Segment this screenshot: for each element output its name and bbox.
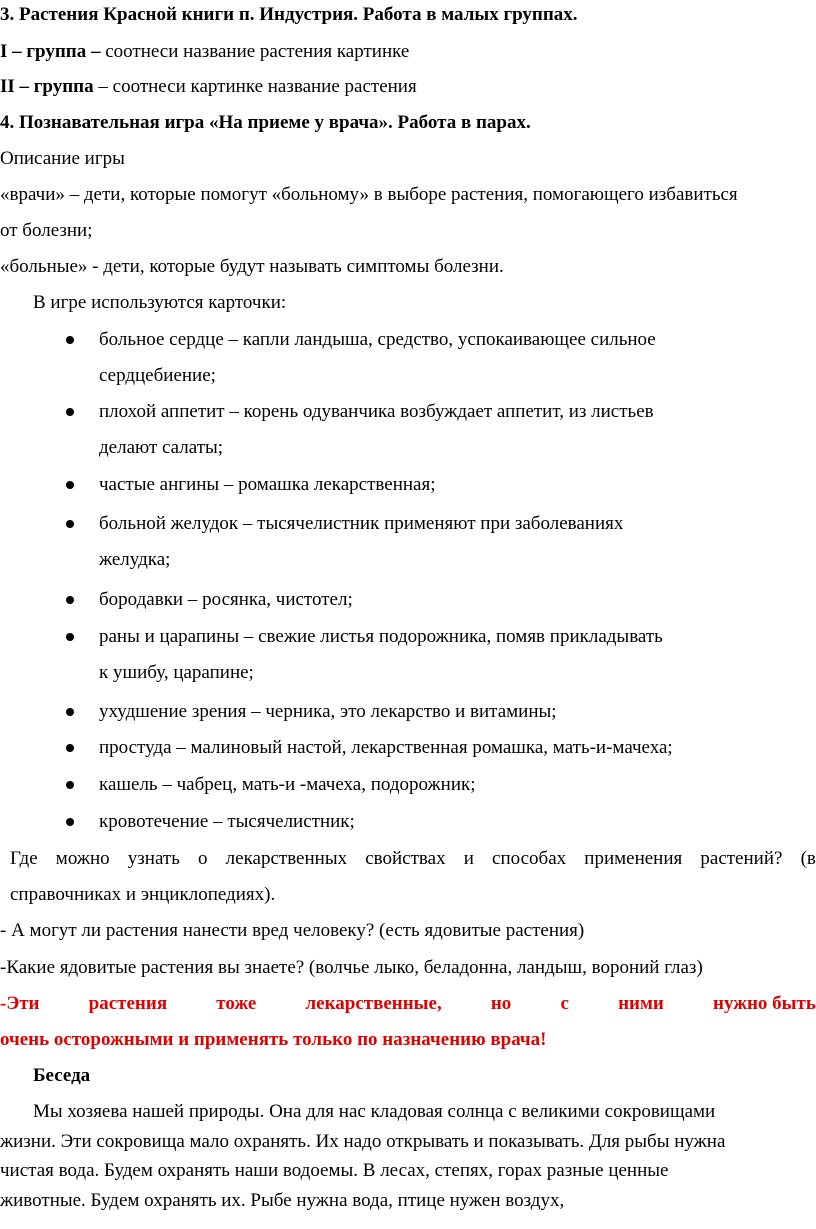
section3-heading: 3. Растения Красной книги п. Индустрия. Работа в малых группах. [0,4,578,25]
word: о [198,848,208,869]
conversation-line: жизни. Эти сокровища мало охранять. Их надо открывать и показывать. Для рыбы нужна [0,1131,726,1152]
card-item-line1: ухудшение зрения – черника, это лекарство и витамины; [99,701,557,722]
card-item-line1: больное сердце – капли ландыша, средство, успокаивающее сильное [99,329,656,350]
word: применения [584,848,683,869]
bullet-icon [66,336,74,344]
word: но [490,993,512,1014]
question-can-harm: - А могут ли растения нанести вред человеку? (есть ядовитые растения) [0,920,585,941]
word: нужно быть [713,993,816,1014]
cards-intro: В игре используются карточки: [33,292,287,313]
word: тоже [216,993,257,1014]
patients-definition: «больные» - дети, которые будут называть симптомы болезни. [0,256,504,277]
warning-line1 [0,993,816,1015]
group2-text: – соотнеси картинке название растения [93,76,417,97]
card-item-line1: плохой аппетит – корень одуванчика возбуждает аппетит, из листьев [99,401,654,422]
conversation-line: чистая вода. Будем охранять наши водоемы. В лесах, степях, горах разные ценные [0,1160,669,1181]
conversation-heading: Беседа [33,1065,91,1086]
bullet-icon [66,633,74,641]
bullet-icon [66,596,74,604]
question-where-learn [10,848,816,870]
card-item-line1: бородавки – росянка, чистотел; [99,589,353,610]
card-item-line1: простуда – малиновый настой, лекарственная ромашка, мать-и-мачеха; [99,737,673,758]
word: лекарственных [225,848,348,869]
doctors-definition-line1: «врачи» – дети, которые помогут «больному» в выборе растения, помогающего избавиться [0,184,738,205]
card-item-line1: кровотечение – тысячелистник; [99,811,355,832]
card-item-line1: частые ангины – ромашка лекарственная; [99,474,436,495]
word: способах [492,848,567,869]
card-item-line1: кашель – чабрец, мать-и -мачеха, подорожник; [99,774,476,795]
conversation-line: Мы хозяева нашей природы. Она для нас кладовая солнца с великими сокровищами [33,1101,716,1122]
doctors-definition-line2: от болезни; [0,220,93,241]
bullet-icon [66,408,74,416]
word: (в [800,848,816,869]
warning-line2: очень осторожными и применять только по назначению врача! [0,1029,547,1050]
bullet-icon [66,781,74,789]
card-item-line1: раны и царапины – свежие листья подорожника, помяв прикладывать [99,626,663,647]
group1-label: I – группа – [0,41,101,62]
word: свойствах [365,848,446,869]
word: и [463,848,474,869]
bullet-icon [66,708,74,716]
word: растений? [700,848,783,869]
word: лекарственные, [305,993,442,1014]
card-item-line2: желудка; [99,549,171,570]
word: с [560,993,569,1014]
bullet-icon [66,744,74,752]
bullet-icon [66,520,74,528]
word: узнать [127,848,180,869]
group2-label: II – группа [0,76,94,97]
card-item-line1: больной желудок – тысячелистник применяют при заболеваниях [99,513,624,534]
bullet-icon [66,481,74,489]
bullet-icon [66,818,74,826]
group1-text: соотнеси название растения картинке [100,41,410,62]
question-poisonous-plants: -Какие ядовитые растения вы знаете? (волчье лыко, беладонна, ландыш, вороний глаз) [0,957,703,978]
card-item-line2: сердцебиение; [99,365,216,386]
game-description-label: Описание игры [0,148,125,169]
word: -Эти [0,993,40,1014]
word: растения [88,993,168,1014]
word: можно [55,848,110,869]
group2-line [0,76,417,98]
group1-line [0,41,409,63]
question-where-learn-line2: справочниках и энциклопедиях). [10,884,276,905]
word: ними [618,993,664,1014]
card-item-line2: к ушибу, царапине; [99,662,254,683]
conversation-line: животные. Будем охранять их. Рыбе нужна вода, птице нужен воздух, [0,1190,565,1211]
section4-heading: 4. Познавательная игра «На приеме у врача». Работа в парах. [0,112,531,133]
word: Где [10,848,38,869]
card-item-line2: делают салаты; [99,437,224,458]
